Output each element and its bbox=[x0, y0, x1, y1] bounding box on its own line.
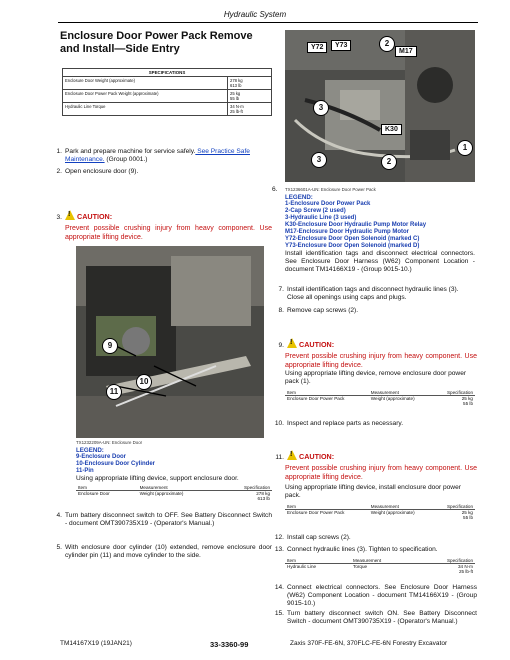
step-text: With enclosure door cylinder (10) extended, remove enclosure door cylinder pin (11) and move cylinder to the side. bbox=[65, 544, 272, 559]
legend-item: 10-Enclosure Door Cylinder bbox=[76, 461, 156, 467]
photo-caption-left: TX1232209A-UN: Enclosure Door bbox=[76, 440, 143, 445]
spec-row bbox=[63, 77, 272, 90]
step-5 bbox=[50, 544, 272, 560]
step-text: Park and prepare machine for service safely. bbox=[65, 148, 196, 155]
spec-item: Hydraulic Line Torque bbox=[63, 103, 228, 116]
table-cell: 55 lb bbox=[463, 515, 473, 520]
step-text: Install identification tags and disconnect hydraulic lines (3). Close all openings using caps and plugs. bbox=[287, 286, 459, 301]
label-k30: K30 bbox=[381, 124, 402, 135]
table-cell: 34 N·m bbox=[457, 564, 473, 569]
caution-label: CAUTION: bbox=[299, 340, 335, 349]
running-header: Hydraulic System bbox=[223, 10, 287, 19]
label-m17: M17 bbox=[395, 46, 417, 57]
step-text: Install cap screws (2). bbox=[287, 534, 351, 541]
spec-mini-table bbox=[285, 504, 475, 520]
spec-row bbox=[63, 90, 272, 103]
step-number: 14. bbox=[274, 584, 284, 591]
step-text: Connect electrical connectors. See Enclosure Door Harness (W62) Component Location - document TM14166X19 - (Group 9015-10.) bbox=[287, 584, 477, 607]
callout-2-top: 2 bbox=[379, 36, 395, 52]
footer-doc-id: TM14167X19 (19JAN21) bbox=[60, 640, 132, 647]
table-cell: 55 lb bbox=[463, 401, 473, 406]
callout-1: 1 bbox=[457, 140, 473, 156]
spec-table-heading: SPECIFICATIONS bbox=[63, 69, 272, 77]
caution-label: CAUTION: bbox=[77, 212, 113, 221]
callout-10: 10 bbox=[136, 374, 152, 390]
legend-item: 1-Enclosure Door Power Pack bbox=[285, 201, 371, 207]
table-header: Specification bbox=[434, 504, 475, 510]
spec-value: 34 N·m bbox=[230, 104, 244, 109]
step-text: Open enclosure door (9). bbox=[65, 168, 139, 175]
callout-11: 11 bbox=[106, 384, 122, 400]
table-header: Item bbox=[285, 504, 369, 510]
photo-caption-right: TX1236601A-UN: Enclosure Door Power Pack bbox=[285, 187, 376, 192]
callout-2-bottom: 2 bbox=[381, 154, 397, 170]
legend-item: 9-Enclosure Door bbox=[76, 454, 127, 460]
table-header: Specification bbox=[415, 558, 475, 564]
warning-icon: ! bbox=[287, 338, 297, 348]
step-8 bbox=[272, 307, 477, 315]
step-9 bbox=[272, 334, 477, 370]
step-number: 1. bbox=[56, 148, 62, 155]
spec-table-wrap bbox=[62, 68, 272, 116]
spec-value: 278 kg bbox=[230, 78, 243, 83]
table-cell: 25 lb-ft bbox=[458, 569, 473, 574]
step-text: Turn battery disconnect switch to OFF. See Battery Disconnect Switch - document OMT390735X19 - (Operator's Manual.) bbox=[65, 512, 272, 527]
step-14 bbox=[272, 584, 477, 608]
footer-page-number: 33-3360-99 bbox=[210, 640, 249, 649]
door-weight-table bbox=[76, 485, 272, 501]
hydraulic-torque-table bbox=[285, 558, 475, 574]
table-header: Measurement bbox=[369, 504, 434, 510]
page-title: Enclosure Door Power Pack Remove and Install—Side Entry bbox=[60, 30, 253, 55]
step-text: Connect hydraulic lines (3). Tighten to specification. bbox=[287, 546, 438, 553]
step-13 bbox=[272, 546, 477, 554]
table-cell: 25 kg bbox=[461, 396, 473, 401]
spec-value-alt: 25 lb-ft bbox=[230, 109, 243, 114]
table-cell: 25 kg bbox=[461, 510, 473, 515]
label-y73: Y73 bbox=[331, 40, 351, 51]
warning-icon: ! bbox=[287, 450, 297, 460]
step-7 bbox=[272, 286, 477, 302]
table-cell: Enclosure Door bbox=[78, 491, 110, 496]
table-cell: Weight (approximate) bbox=[139, 491, 184, 496]
power-pack-weight-table-1 bbox=[285, 390, 475, 406]
spec-mini-table bbox=[285, 390, 475, 406]
table-header: Measurement bbox=[138, 485, 221, 491]
table-cell: 613 lb bbox=[257, 496, 270, 501]
step-10 bbox=[272, 420, 477, 428]
step-number: 15. bbox=[274, 610, 284, 617]
spec-item: Enclosure Door Weight (approximate) bbox=[63, 77, 228, 90]
spec-value-alt: 613 lb bbox=[230, 83, 242, 88]
practice-safe-maintenance-link[interactable]: See Practice Safe Maintenance. bbox=[65, 148, 250, 163]
table-header: Specification bbox=[220, 485, 272, 491]
table-header: Measurement bbox=[369, 390, 434, 396]
header-rule bbox=[58, 22, 478, 23]
step-4 bbox=[50, 512, 272, 528]
step-11-note: Using appropriate lifting device, install enclosure door power pack. bbox=[285, 484, 461, 499]
step-number: 4. bbox=[56, 512, 62, 519]
spec-value-alt: 55 lb bbox=[230, 96, 240, 101]
step-6-number: 6. bbox=[272, 186, 278, 193]
step-number: 2. bbox=[56, 168, 62, 175]
legend-heading: LEGEND: bbox=[285, 194, 313, 201]
step-number: 3. bbox=[56, 214, 62, 221]
step-9-note: Using appropriate lifting device, remove enclosure door power pack (1). bbox=[285, 370, 467, 385]
table-cell: Enclosure Door Power Pack bbox=[287, 396, 345, 401]
table-cell: Torque bbox=[353, 564, 368, 569]
spec-table bbox=[62, 68, 272, 116]
spec-mini-table bbox=[285, 558, 475, 574]
label-y72: Y72 bbox=[307, 42, 327, 53]
step-number: 8. bbox=[278, 307, 284, 314]
table-cell: Enclosure Door Power Pack bbox=[287, 510, 345, 515]
caution-label: CAUTION: bbox=[299, 452, 335, 461]
table-header: Item bbox=[76, 485, 138, 491]
enclosure-door-photo bbox=[76, 246, 264, 438]
step-number: 9. bbox=[278, 342, 284, 349]
step-number: 10. bbox=[274, 420, 284, 427]
step-text-suffix: (Group 0001.) bbox=[104, 156, 148, 163]
table-header: Specification bbox=[434, 390, 475, 396]
power-pack-weight-table-2 bbox=[285, 504, 475, 520]
legend-item: 3-Hydraulic Line (3 used) bbox=[285, 215, 357, 221]
table-header: Item bbox=[285, 390, 369, 396]
step-text: Turn battery disconnect switch ON. See Battery Disconnect Switch - document OMT390735X19 - (Operator's Manual.) bbox=[287, 610, 477, 625]
legend-item: K30-Enclosure Door Hydraulic Pump Motor Relay bbox=[285, 222, 427, 228]
warning-icon: ! bbox=[65, 210, 75, 220]
spec-value: 25 kg bbox=[230, 91, 241, 96]
legend-item: Y73-Enclosure Door Open Solenoid (marked D) bbox=[285, 243, 420, 249]
table-cell: Weight (approximate) bbox=[370, 510, 415, 515]
legend-item: 2-Cap Screw (2 used) bbox=[285, 208, 346, 214]
legend-right bbox=[285, 194, 475, 274]
legend-note: Using appropriate lifting device, support enclosure door. bbox=[76, 475, 239, 482]
step-text: Remove cap screws (2). bbox=[287, 307, 359, 314]
spec-item: Enclosure Door Power Pack Weight (approximate) bbox=[63, 90, 228, 103]
step-3 bbox=[50, 206, 272, 242]
callout-9: 9 bbox=[102, 338, 118, 354]
step-number: 12. bbox=[274, 534, 284, 541]
step-text: Inspect and replace parts as necessary. bbox=[287, 420, 404, 427]
step-number: 11. bbox=[275, 454, 284, 461]
step-12 bbox=[272, 534, 477, 542]
legend-note: Install identification tags and disconnect electrical connectors. See Enclosure Door Harness (W62) Component Location - document TM14166X19 - (Group 9015-10.) bbox=[285, 250, 475, 273]
step-1 bbox=[50, 148, 275, 164]
table-cell: Hydraulic Line bbox=[287, 564, 317, 569]
step-15 bbox=[272, 610, 477, 626]
legend-item: M17-Enclosure Door Hydraulic Pump Motor bbox=[285, 229, 410, 235]
spec-row bbox=[63, 103, 272, 116]
caution-text: Prevent possible crushing injury from heavy component. Use appropriate lifting device. bbox=[285, 465, 477, 481]
table-cell: 278 kg bbox=[256, 491, 270, 496]
legend-left bbox=[76, 447, 272, 501]
table-header: Measurement bbox=[351, 558, 415, 564]
table-header: Item bbox=[285, 558, 351, 564]
step-11 bbox=[272, 446, 477, 482]
callout-3-bottom: 3 bbox=[311, 152, 327, 168]
caution-text: Prevent possible crushing injury from heavy component. Use appropriate lifting device. bbox=[65, 225, 272, 241]
legend-item: 11-Pin bbox=[76, 468, 94, 474]
step-number: 13. bbox=[274, 546, 284, 553]
table-cell: Weight (approximate) bbox=[370, 396, 415, 401]
power-pack-photo bbox=[285, 30, 475, 182]
legend-heading: LEGEND: bbox=[76, 447, 104, 454]
caution-text: Prevent possible crushing injury from heavy component. Use appropriate lifting device. bbox=[285, 353, 477, 369]
step-number: 7. bbox=[278, 286, 284, 293]
callout-3-top: 3 bbox=[313, 100, 329, 116]
legend-item: Y72-Enclosure Door Open Solenoid (marked C) bbox=[285, 236, 420, 242]
step-2 bbox=[50, 168, 275, 176]
footer-model: Zaxis 370F-FE-6N, 370FLC-FE-6N Forestry Excavator bbox=[290, 640, 448, 647]
step-number: 5. bbox=[56, 544, 62, 551]
